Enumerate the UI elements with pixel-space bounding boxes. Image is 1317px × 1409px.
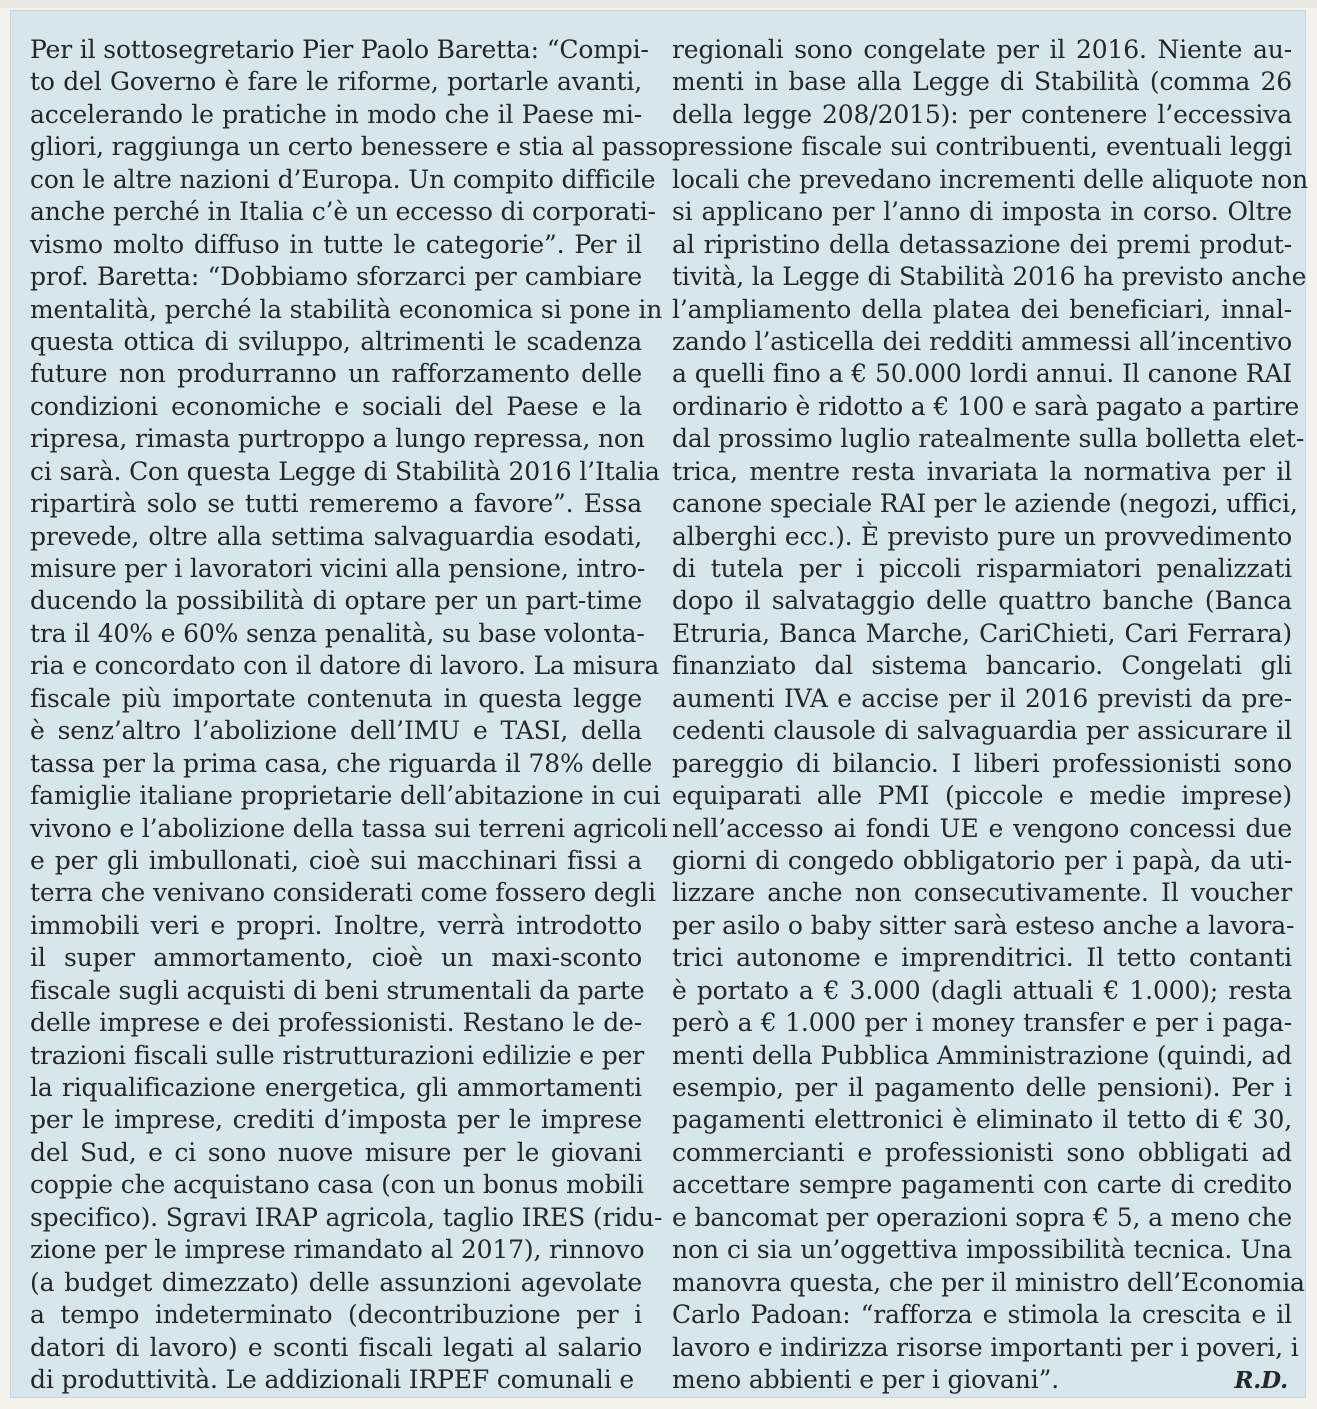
page-fold [0,0,1317,8]
article-line: famiglie italiane proprietarie dell’abitazione in cui [30,781,661,811]
article-line: lavoro e indirizza risorse importanti per i poveri, i [672,1332,1299,1362]
article-line: finanziato dal sistema bancario. Congelati gli [672,651,1292,681]
article-line: commercianti e professionisti sono obbligati ad [672,1137,1292,1167]
article-line: immobili veri e propri. Inoltre, verrà introdotto [30,910,642,940]
article-line: gliori, raggiunga un certo benessere e stia al passo [30,132,673,162]
article-line: zione per le imprese rimandato al 2017), rinnovo [30,1235,645,1265]
article-line: giorni di congedo obbligatorio per i papà, da uti- [672,845,1292,875]
article-line: to del Governo è fare le riforme, portarle avanti, [30,67,642,97]
article-line: anche perché in Italia c’è un eccesso di corporati- [30,197,656,227]
article-line: coppie che acquistano casa (con un bonus mobili [30,1170,644,1200]
article-line: accelerando le pratiche in modo che il Paese mi- [30,99,642,129]
article-line: esempio, per il pagamento delle pensioni). Per i [672,1073,1292,1102]
article-line: meno abbienti e per i giovani”. [672,1364,1060,1394]
article-line: prof. Baretta: “Dobbiamo sforzarci per cambiare [30,262,642,292]
article-line: tra il 40% e 60% senza penalità, su base volonta- [30,618,645,648]
article-line: vivono e l’abolizione della tassa sui terreni agricoli [30,813,668,843]
newspaper-clipping [10,10,1306,1398]
article-line: menti della Pubblica Amministrazione (quindi, ad [672,1040,1292,1070]
article-line: lizzare anche non consecutivamente. Il voucher [672,878,1292,908]
article-line: però a € 1.000 per i money transfer e per i paga- [672,1008,1292,1038]
article-line: trica, mentre resta invariata la normativa per il [672,456,1292,486]
article-line: zando l’asticella dei redditi ammessi all’incentivo [672,326,1292,356]
article-line: misure per i lavoratori vicini alla pensione, intro- [30,554,646,583]
article-line: trici autonome e imprenditrici. Il tetto contanti [672,943,1292,973]
article-line: condizioni economiche e sociali del Paese e la [30,391,642,421]
article-column-right [672,34,1308,1396]
article-line: per asilo o baby sitter sarà esteso anche a lavora- [672,910,1295,940]
article-line: fiscale più importate contenuta in questa legge [30,683,642,713]
article-line: è senz’altro l’abolizione dell’IMU e TASI, della [30,716,642,746]
article-line: manovra questa, che per il ministro dell’Economia [672,1267,1305,1297]
article-line: ripresa, rimasta purtroppo a lungo repressa, non [30,424,645,454]
article-line: dal prossimo luglio ratealmente sulla bolletta elet- [672,424,1305,454]
article-line: future non produrranno un rafforzamento delle [30,359,642,389]
article-line: locali che prevedano incrementi delle aliquote non [672,164,1308,194]
article-line: alberghi ecc.). È previsto pure un provvedimento [672,521,1292,551]
article-line: a tempo indeterminato (decontribuzione per i [30,1300,642,1330]
article-line: ordinario è ridotto a € 100 e sarà pagato a partire [672,391,1300,421]
article-line: di produttività. Le addizionali IRPEF comunali e [30,1364,634,1394]
article-line: l’ampliamento della platea dei beneficiari, innal- [672,294,1292,324]
article-line: specifico). Sgravi IRAP agricola, taglio IRES (ridu- [30,1202,663,1232]
article-line: al ripristino della detassazione dei premi produt- [672,229,1292,259]
article-line: di tutela per i piccoli risparmiatori penalizzati [672,554,1292,583]
article-line: fiscale sugli acquisti di beni strumentali da parte [30,975,645,1005]
author-signature: R.D. [1234,1366,1288,1394]
article-line: a quelli fino a € 50.000 lordi annui. Il canone RAI [672,359,1292,389]
article-line: si applicano per l’anno di imposta in corso. Oltre [672,197,1292,227]
article-line: il super ammortamento, cioè un maxi-sconto [30,943,642,973]
article-line: equiparati alle PMI (piccole e medie imprese) [672,781,1292,811]
article-line: nell’accesso ai fondi UE e vengono concessi due [672,813,1292,843]
article-line: cedenti clausole di salvaguardia per assicurare il [672,716,1292,746]
article-line: (a budget dimezzato) delle assunzioni agevolate [30,1267,642,1297]
article-line: Etruria, Banca Marche, CariChieti, Cari Ferrara) [672,618,1292,648]
article-line: la riqualificazione energetica, gli ammortamenti [30,1073,642,1102]
article-line: della legge 208/2015): per contenere l’eccessiva [672,99,1292,129]
article-line: mentalità, perché la stabilità economica si pone in [30,294,663,324]
article-column-left [30,34,673,1396]
article-line: pagamenti elettronici è eliminato il tetto di € 30, [672,1105,1292,1135]
article-line: del Sud, e ci sono nuove misure per le giovani [30,1137,642,1167]
article-line: delle imprese e dei professionisti. Restano le de- [30,1008,642,1038]
article-line: tassa per la prima casa, che riguarda il 78% delle [30,748,653,778]
article-line: dopo il salvataggio delle quattro banche (Banca [672,586,1292,616]
article-line: è portato a € 3.000 (dagli attuali € 1.000); resta [672,975,1292,1005]
article-line: Per il sottosegretario Pier Paolo Baretta: “Compi- [30,35,649,64]
article-line-with-signature [672,1364,1292,1396]
article-line: con le altre nazioni d’Europa. Un compito difficile [30,164,656,194]
article-line: ria e concordato con il datore di lavoro. La misura [30,651,660,681]
article-line: aumenti IVA e accise per il 2016 previsti da pre- [672,683,1292,713]
article-line: ripartirà solo se tutti remeremo a favore”. Essa [30,489,642,519]
article-line: terra che venivano considerati come fossero degli [30,878,656,908]
article-line: Carlo Padoan: “rafforza e stimola la crescita e il [672,1300,1292,1330]
article-line: pareggio di bilancio. I liberi professionisti sono [672,748,1292,778]
article-line: e bancomat per operazioni sopra € 5, a meno che [672,1202,1292,1232]
article-line: trazioni fiscali sulle ristrutturazioni edilizie e per [30,1040,645,1070]
article-line: ducendo la possibilità di optare per un part-time [30,586,642,616]
article-line: pressione fiscale sui contribuenti, eventuali leggi [672,132,1292,162]
article-line: datori di lavoro) e sconti fiscali legati al salario [30,1332,642,1362]
article-line: regionali sono congelate per il 2016. Niente au- [672,35,1292,64]
article-line: menti in base alla Legge di Stabilità (comma 26 [672,67,1292,97]
article-line: per le imprese, crediti d’imposta per le imprese [30,1105,642,1135]
article-line: e per gli imbullonati, cioè sui macchinari fissi a [30,845,642,875]
article-line: accettare sempre pagamenti con carte di credito [672,1170,1292,1200]
article-line: non ci sia un’oggettiva impossibilità tecnica. Una [672,1235,1292,1265]
article-line: ci sarà. Con questa Legge di Stabilità 2016 l’Italia [30,456,660,486]
article-line: vismo molto diffuso in tutte le categorie”. Per il [30,229,642,259]
article-line: questa ottica di sviluppo, altrimenti le scadenza [30,326,642,356]
article-line: prevede, oltre alla settima salvaguardia esodati, [30,521,642,551]
article-line: canone speciale RAI per le aziende (negozi, uffici, [672,489,1298,519]
article-line: tività, la Legge di Stabilità 2016 ha previsto anche [672,262,1307,292]
